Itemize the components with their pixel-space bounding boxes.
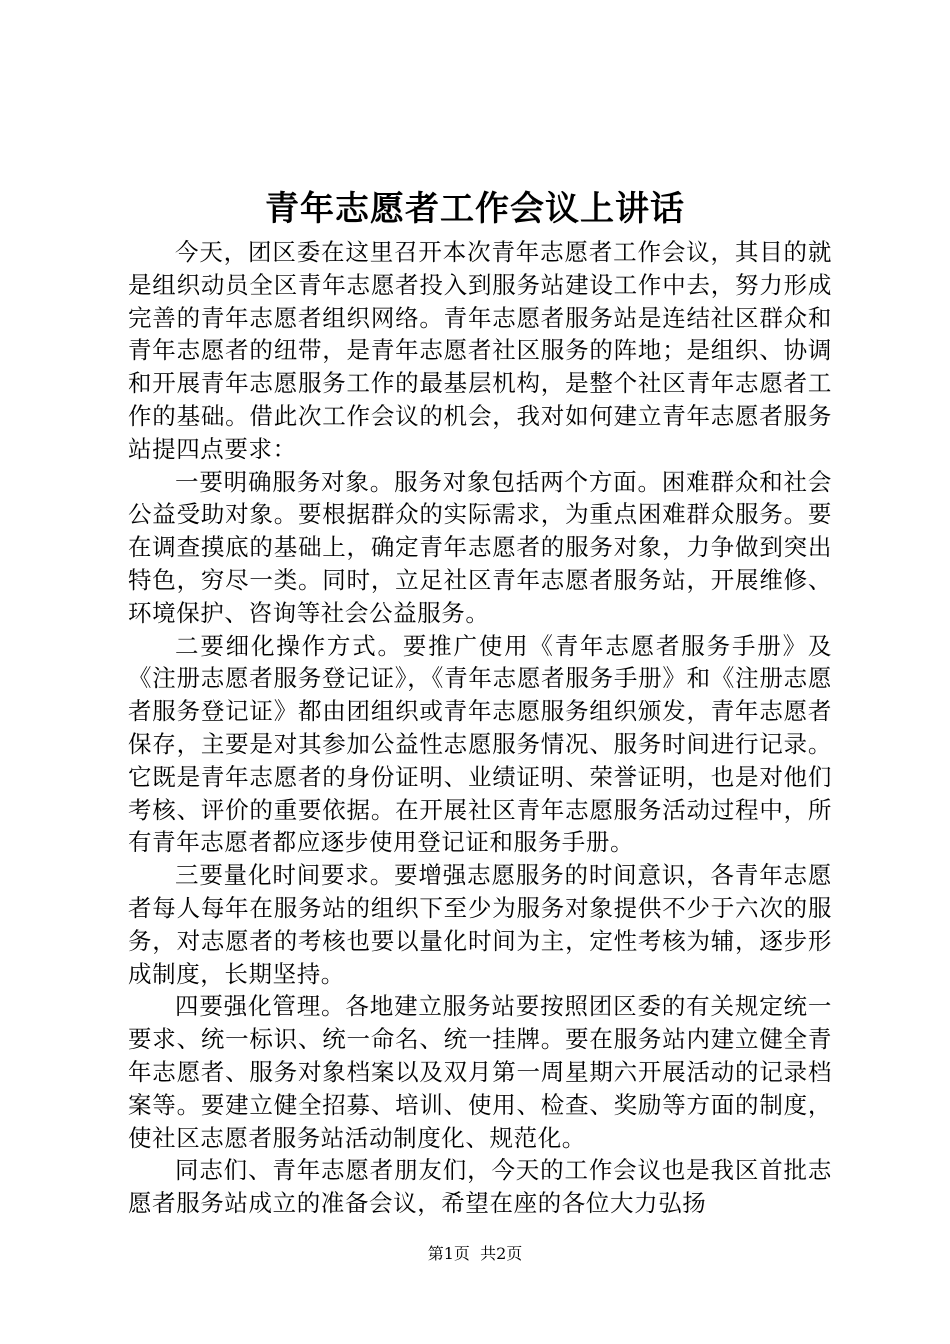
document-body [128, 236, 832, 1220]
paragraph-point-4: 四要强化管理。各地建立服务站要按照团区委的有关规定统一要求、统一标识、统一命名、统一挂牌。要在服务站内建立健全青年志愿者、服务对象档案以及双月第一周星期六开展活动的记录档案等。要建立健全招募、培训、使用、检查、奖励等方面的制度，使社区志愿者服务站活动制度化、规范化。 [128, 992, 832, 1152]
page-number: 第1页 [427, 1244, 470, 1263]
page-total: 共2页 [480, 1244, 523, 1263]
paragraph-point-3: 三要量化时间要求。要增强志愿服务的时间意识，各青年志愿者每人每年在服务站的组织下至少为服务对象提供不少于六次的服务，对志愿者的考核也要以量化时间为主，定性考核为辅，逐步形成制度，长期坚持。 [128, 861, 832, 988]
paragraph-point-1: 一要明确服务对象。服务对象包括两个方面。困难群众和社会公益受助对象。要根据群众的实际需求，为重点困难群众服务。要在调查摸底的基础上，确定青年志愿者的服务对象，力争做到突出特色，穷尽一类。同时，立足社区青年志愿者服务站，开展维修、环境保护、咨询等社会公益服务。 [128, 467, 832, 627]
page-footer [0, 1243, 950, 1265]
page-title: 青年志愿者工作会议上讲话 [265, 189, 685, 229]
paragraph-point-2: 二要细化操作方式。要推广使用《青年志愿者服务手册》及《注册志愿者服务登记证》，《青年志愿者服务手册》和《注册志愿者服务登记证》都由团组织或青年志愿服务组织颁发，青年志愿者保存，主要是对其参加公益性志愿服务情况、服务时间进行记录。它既是青年志愿者的身份证明、业绩证明、荣誉证明，也是对他们考核、评价的重要依据。在开展社区青年志愿服务活动过程中，所有青年志愿者都应逐步使用登记证和服务手册。 [128, 631, 832, 857]
paragraph-closing: 同志们、青年志愿者朋友们，今天的工作会议也是我区首批志愿者服务站成立的准备会议，希望在座的各位大力弘扬 [128, 1156, 832, 1218]
paragraph-intro: 今天，团区委在这里召开本次青年志愿者工作会议，其目的就是组织动员全区青年志愿者投入到服务站建设工作中去，努力形成完善的青年志愿者组织网络。青年志愿者服务站是连结社区群众和青年志愿者的纽带，是青年志愿者社区服务的阵地；是组织、协调和开展青年志愿服务工作的最基层机构，是整个社区青年志愿者工作的基础。借此次工作会议的机会，我对如何建立青年志愿者服务站提四点要求： [128, 238, 832, 463]
